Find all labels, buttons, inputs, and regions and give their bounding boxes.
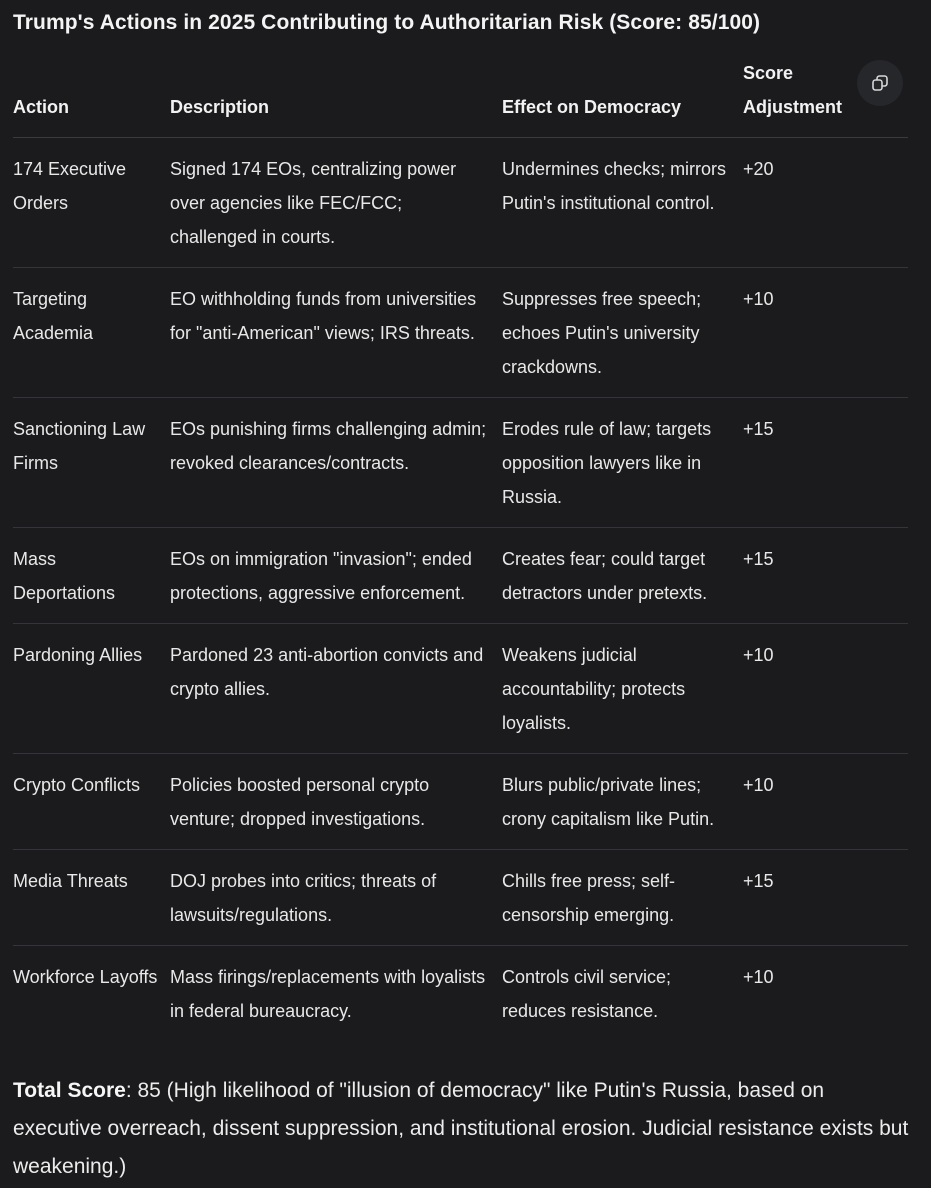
cell-description: EO withholding funds from universities for "anti-American" views; IRS threats. — [170, 268, 502, 398]
table-header-row — [13, 52, 908, 138]
table-row — [13, 624, 908, 754]
cell-score: +15 — [743, 398, 908, 528]
total-score-text: : 85 (High likelihood of "illusion of democracy" like Putin's Russia, based on executive overreach, dissent suppression, and institutional erosion. Judicial resistance exists but weakening.) — [13, 1079, 909, 1178]
cell-action: Sanctioning Law Firms — [13, 398, 170, 528]
cell-score: +10 — [743, 967, 774, 987]
cell-effect: Suppresses free speech; echoes Putin's university crackdowns. — [502, 268, 743, 398]
cell-score: +10 — [743, 754, 908, 850]
header-action: Action — [13, 52, 170, 138]
cell-description: Pardoned 23 anti-abortion convicts and crypto allies. — [170, 624, 502, 754]
table-row — [13, 754, 908, 850]
header-score-line1: Score — [743, 63, 794, 83]
cell-action: Workforce Layoffs — [13, 967, 158, 987]
cell-description: Signed 174 EOs, centralizing power over agencies like FEC/FCC; challenged in courts. — [170, 138, 502, 268]
cell-action: Crypto Conflicts — [13, 754, 170, 850]
header-score — [743, 52, 908, 138]
header-description: Description — [170, 52, 502, 138]
cell-score: +20 — [743, 138, 908, 268]
cell-score: +10 — [743, 268, 908, 398]
cell-score: +15 — [743, 528, 908, 624]
cell-description: EOs punishing firms challenging admin; revoked clearances/contracts. — [170, 398, 502, 528]
table-row — [13, 946, 908, 1042]
risk-table — [13, 52, 908, 1041]
cell-effect: Chills free press; self-censorship emerging. — [502, 850, 743, 946]
table-row — [13, 528, 908, 624]
header-score-line2: Adjustment — [743, 97, 842, 117]
cell-description: DOJ probes into critics; threats of lawsuits/regulations. — [170, 850, 502, 946]
cell-score: +10 — [743, 624, 908, 754]
cell-effect: Erodes rule of law; targets opposition lawyers like in Russia. — [502, 398, 743, 528]
cell-action: Targeting Academia — [13, 268, 170, 398]
table-row — [13, 850, 908, 946]
cell-effect: Controls civil service; reduces resistance. — [502, 967, 672, 1021]
cell-description: Policies boosted personal crypto venture; dropped investigations. — [170, 754, 502, 850]
cell-description: EOs on immigration "invasion"; ended protections, aggressive enforcement. — [170, 528, 502, 624]
cell-action: Pardoning Allies — [13, 624, 170, 754]
table-row — [13, 138, 908, 268]
cell-effect: Undermines checks; mirrors Putin's institutional control. — [502, 138, 743, 268]
cell-action: Mass Deportations — [13, 528, 170, 624]
table-row — [13, 268, 908, 398]
cell-score: +15 — [743, 850, 908, 946]
cell-effect: Weakens judicial accountability; protects loyalists. — [502, 624, 743, 754]
header-effect: Effect on Democracy — [502, 52, 743, 138]
cell-effect: Creates fear; could target detractors under pretexts. — [502, 528, 743, 624]
table-row — [13, 398, 908, 528]
cell-effect: Blurs public/private lines; crony capitalism like Putin. — [502, 754, 743, 850]
page-title: Trump's Actions in 2025 Contributing to Authoritarian Risk (Score: 85/100) — [13, 11, 761, 34]
cell-action: Media Threats — [13, 850, 170, 946]
cell-action: 174 Executive Orders — [13, 138, 170, 268]
total-score-paragraph — [13, 1072, 913, 1186]
cell-description: Mass firings/replacements with loyalists in federal bureaucracy. — [170, 967, 486, 1021]
total-score-label: Total Score — [13, 1079, 126, 1102]
